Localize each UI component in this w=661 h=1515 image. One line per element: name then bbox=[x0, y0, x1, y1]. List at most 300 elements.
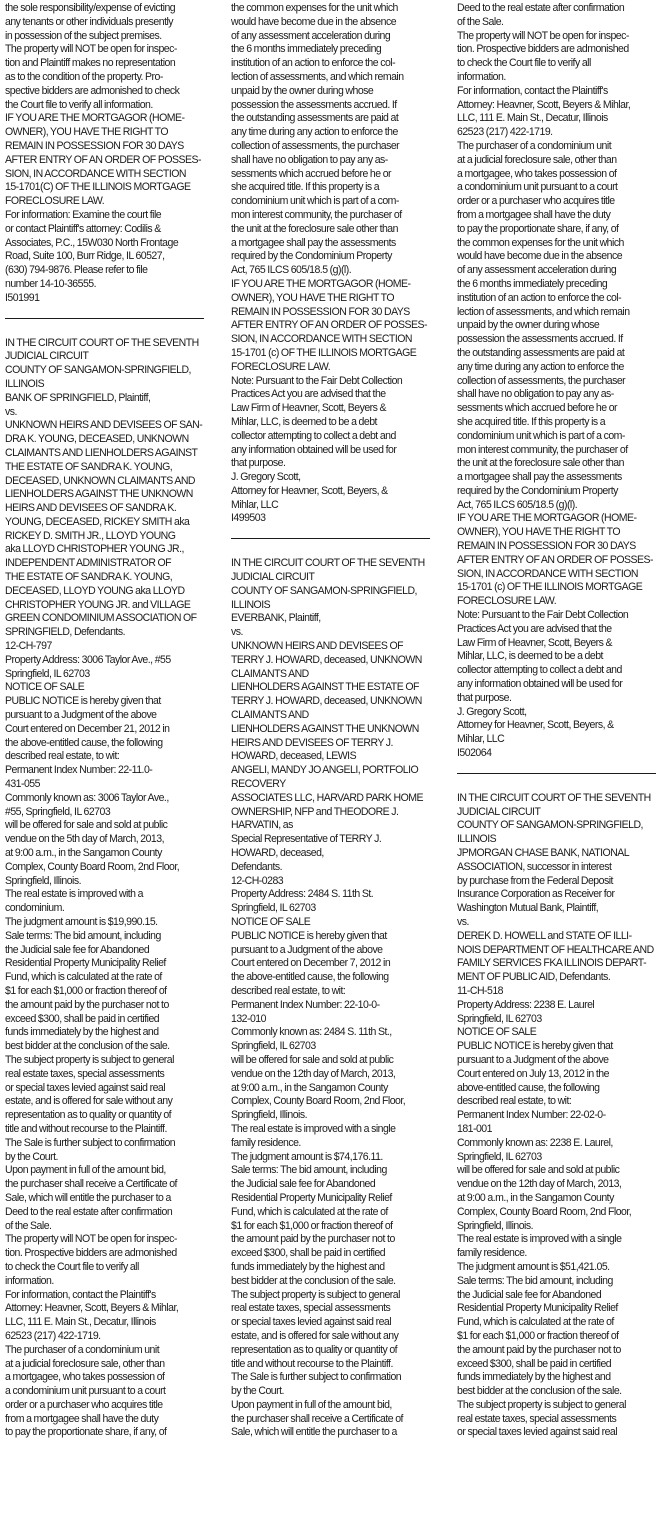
notice-line: Law Firm of Heavner, Scott, Beyers & bbox=[231, 402, 387, 415]
notice-line: Upon payment in full of the amount bid, bbox=[5, 1164, 166, 1177]
notice-line: required by the Condominium Property bbox=[231, 250, 392, 263]
notice-line: representation as to quality or quantity of bbox=[5, 1109, 172, 1122]
notice-line: Fund, which is calculated at the rate of bbox=[5, 971, 162, 984]
notice-line: of any assessment acceleration during bbox=[231, 29, 391, 42]
notice-line: order or a purchaser who acquires title bbox=[5, 1398, 163, 1411]
notice-line: any information obtained will be used for bbox=[457, 678, 623, 691]
notice-line: Law Firm of Heavner, Scott, Beyers & bbox=[457, 636, 613, 649]
notice-line: NOTICE OF SALE bbox=[457, 1026, 537, 1039]
notice-line: the sole responsibility/expense of evicting bbox=[5, 2, 176, 14]
notice-line: ILLINOIS bbox=[457, 833, 497, 846]
notice-line: institution of an action to enforce the col- bbox=[457, 291, 622, 304]
notice-line: Residential Property Municipality Relief bbox=[231, 1191, 392, 1204]
notice-line: SION, IN ACCORDANCE WITH SECTION bbox=[231, 333, 412, 346]
notice-line: exceed $300, shall be paid in certified bbox=[231, 1247, 386, 1260]
notice-line: vendue on the 12th day of March, 2013, bbox=[231, 1067, 396, 1080]
notice-line: The purchaser of a condominium unit bbox=[5, 1343, 160, 1356]
notice-line: will be offered for sale and sold at public bbox=[457, 1164, 620, 1177]
notice-line: Mihlar, LLC bbox=[231, 498, 279, 511]
notice-line: Insurance Corporation as Receiver for bbox=[457, 888, 615, 901]
notice-line: (630) 794-9876. Please refer to file bbox=[5, 264, 148, 277]
notice-line: Fund, which is calculated at the rate of bbox=[231, 1205, 388, 1218]
notice-line: The purchaser of a condominium unit bbox=[457, 139, 612, 152]
notice-line: For information: Examine the court file bbox=[5, 208, 162, 221]
legal-notice bbox=[5, 337, 202, 1441]
notice-line: Residential Property Municipality Relief bbox=[457, 1302, 618, 1315]
notice-line: of the Sale. bbox=[5, 1219, 52, 1232]
notice-line: Springfield, Illinois. bbox=[457, 1219, 534, 1232]
notice-line: at 9:00 a.m., in the Sangamon County bbox=[5, 847, 162, 860]
column-2 bbox=[231, 2, 430, 1515]
notice-line: possession the assessments accrued. If bbox=[457, 333, 623, 346]
notice-line: GREEN CONDOMINIUM ASSOCIATION OF bbox=[5, 612, 197, 625]
notice-line: Springfield, IL 62703 bbox=[5, 667, 90, 680]
notice-line: best bidder at the conclusion of the sale. bbox=[5, 1040, 170, 1053]
notice-line: real estate taxes, special assessments bbox=[231, 1302, 391, 1315]
notice-line: institution of an action to enforce the col- bbox=[231, 57, 396, 70]
notice-line: will be offered for sale and sold at public bbox=[5, 819, 168, 832]
notice-line: LIENHOLDERS AGAINST THE UNKNOWN bbox=[5, 488, 193, 501]
notice-line: The judgment amount is $74,176.11. bbox=[231, 1150, 383, 1163]
notice-line: the Judicial sale fee for Abandoned bbox=[231, 1178, 376, 1191]
notice-line: LLC, 111 E. Main St., Decatur, Illinois bbox=[5, 1316, 156, 1329]
notice-line: HOWARD, deceased, LEWIS bbox=[231, 750, 357, 763]
notice-line: Mihlar, LLC bbox=[457, 733, 505, 746]
notice-line: or contact Plaintiff's attorney: Codilis & bbox=[5, 222, 161, 235]
notice-line: the outstanding assessments are paid at bbox=[457, 346, 625, 359]
notice-line: 15-1701 (c) OF THE ILLINOIS MORTGAGE bbox=[231, 346, 417, 359]
notice-line: 12-CH-0283 bbox=[231, 874, 284, 887]
notice-line: The real estate is improved with a bbox=[5, 888, 143, 901]
notice-line: #55, Springfield, IL 62703 bbox=[5, 805, 111, 818]
notice-line: HEIRS AND DEVISEES OF TERRY J. bbox=[231, 736, 393, 749]
notice-line: TERRY J. HOWARD, deceased, UNKNOWN bbox=[231, 695, 422, 708]
notice-line: HEIRS AND DEVISEES OF SANDRA K. bbox=[5, 502, 177, 515]
notice-line: Permanent Index Number: 22-11.0- bbox=[5, 764, 153, 777]
notice-line: shall have no obligation to pay any as- bbox=[457, 388, 614, 401]
notice-line: to check the Court file to verify all bbox=[5, 1260, 139, 1273]
notice-line: AFTER ENTRY OF AN ORDER OF POSSES- bbox=[5, 153, 201, 166]
notice-line: unpaid by the owner during whose bbox=[231, 84, 374, 97]
notice-line: ASSOCIATES LLC, HARVARD PARK HOME bbox=[231, 791, 423, 804]
notice-line: NOTICE OF SALE bbox=[5, 681, 85, 694]
notice-line: Deed to the real estate after confirmation bbox=[457, 2, 625, 14]
notice-line: she acquired title. If this property is a bbox=[457, 415, 606, 428]
notice-line: of the Sale. bbox=[457, 15, 504, 28]
notice-line: LIENHOLDERS AGAINST THE ESTATE OF bbox=[231, 681, 419, 694]
notice-line: pursuant to a Judgment of the above bbox=[5, 709, 157, 722]
notice-line: real estate taxes, special assessments bbox=[5, 1067, 165, 1080]
notice-line: the Judicial sale fee for Abandoned bbox=[457, 1288, 602, 1301]
notice-line: CLAIMANTS AND bbox=[231, 667, 309, 680]
notice-line: FAMILY SERVICES FKA ILLINOIS DEPART- bbox=[457, 957, 647, 970]
notice-line: the outstanding assessments are paid at bbox=[231, 112, 399, 125]
notice-line: Property Address: 2484 S. 11th St. bbox=[231, 888, 374, 901]
notice-line: The judgment amount is $51,421.05. bbox=[457, 1260, 610, 1273]
notice-line: Special Representative of TERRY J. bbox=[231, 833, 382, 846]
notice-line: above-entitled cause, the following bbox=[457, 1081, 600, 1094]
notice-line: best bidder at the conclusion of the sale. bbox=[457, 1385, 622, 1398]
notice-line: Sale terms: The bid amount, including bbox=[5, 929, 161, 942]
notice-line: Attorney for Heavner, Scott, Beyers, & bbox=[457, 719, 614, 732]
notice-line: the amount paid by the purchaser not to bbox=[231, 1233, 395, 1246]
notice-line: the common expenses for the unit which bbox=[231, 2, 398, 14]
notice-line: possession the assessments accrued. If bbox=[231, 98, 397, 111]
notice-line: by purchase from the Federal Deposit bbox=[457, 874, 613, 887]
notice-line: UNKNOWN HEIRS AND DEVISEES OF SAN- bbox=[5, 419, 203, 432]
notice-line: title and without recourse to the Plaintiff. bbox=[5, 1122, 167, 1135]
notice-line: condominium unit which is part of a com- bbox=[231, 195, 399, 208]
notice-line: Permanent Index Number: 22-10-0- bbox=[231, 998, 380, 1011]
notice-line: PUBLIC NOTICE is hereby given that bbox=[231, 929, 387, 942]
notice-line: Sale, which will entitle the purchaser to a bbox=[231, 1426, 397, 1439]
notice-line: estate, and is offered for sale without any bbox=[5, 1095, 173, 1108]
notice-line: Deed to the real estate after confirmation bbox=[5, 1205, 173, 1218]
notice-line: COUNTY OF SANGAMON-SPRINGFIELD, bbox=[457, 819, 643, 832]
notice-line: Complex, County Board Room, 2nd Floor, bbox=[5, 860, 180, 873]
notice-line: vs. bbox=[457, 916, 469, 928]
notice-line: Court entered on July 13, 2012 in the bbox=[457, 1067, 609, 1080]
notice-line: pursuant to a Judgment of the above bbox=[231, 943, 383, 956]
legal-notice bbox=[457, 2, 654, 761]
notice-line: 12-CH-797 bbox=[5, 640, 52, 653]
notice-line: of any assessment acceleration during bbox=[457, 264, 617, 277]
notice-line: title and without recourse to the Plaintiff. bbox=[231, 1357, 393, 1370]
notice-line: sessments which accrued before he or bbox=[457, 402, 618, 415]
notice-line: collector attempting to collect a debt and bbox=[457, 664, 622, 677]
notice-line: THE ESTATE OF SANDRA K. YOUNG, bbox=[5, 460, 173, 473]
notice-line: at 9:00 a.m., in the Sangamon County bbox=[457, 1191, 614, 1204]
notice-line: condominium unit which is part of a com- bbox=[457, 429, 625, 442]
notice-line: to pay the proportionate share, if any, of bbox=[457, 222, 619, 235]
notice-line: Sale, which will entitle the purchaser to a bbox=[5, 1191, 171, 1204]
legal-notice bbox=[457, 792, 654, 1440]
notice-line: J. Gregory Scott, bbox=[231, 471, 301, 484]
notice-line: I499503 bbox=[231, 512, 266, 525]
notice-line: real estate taxes, special assessments bbox=[457, 1412, 617, 1425]
notice-line: UNKNOWN HEIRS AND DEVISEES OF bbox=[231, 640, 404, 653]
notice-line: information. bbox=[457, 70, 506, 83]
notice-line: Springfield, IL 62703 bbox=[457, 1150, 542, 1163]
notice-line: DRA K. YOUNG, DECEASED, UNKNOWN bbox=[5, 433, 189, 446]
notice-line: JUDICIAL CIRCUIT bbox=[231, 571, 315, 584]
notice-line: that purpose. bbox=[231, 457, 286, 470]
notice-line: she acquired title. If this property is a bbox=[231, 181, 380, 194]
notice-line: that purpose. bbox=[457, 691, 512, 704]
notice-line: the above-entitled cause, the following bbox=[5, 736, 163, 749]
notice-line: FORECLOSURE LAW. bbox=[231, 360, 331, 373]
notice-line: Commonly known as: 3006 Taylor Ave., bbox=[5, 791, 169, 804]
notice-line: SPRINGFIELD, Defendants. bbox=[5, 626, 125, 639]
notice-line: to check the Court file to verify all bbox=[457, 57, 591, 70]
notice-line: TERRY J. HOWARD, deceased, UNKNOWN bbox=[231, 653, 422, 666]
notice-line: or special taxes levied against said real bbox=[5, 1081, 166, 1094]
notice-line: IF YOU ARE THE MORTGAGOR (HOME- bbox=[5, 112, 185, 125]
notice-line: tion. Prospective bidders are admonished bbox=[5, 1247, 177, 1260]
notice-line: CLAIMANTS AND bbox=[231, 709, 309, 722]
notice-line: REMAIN IN POSSESSION FOR 30 DAYS bbox=[457, 540, 636, 553]
notice-line: collection of assessments, the purchaser bbox=[457, 374, 626, 387]
notice-line: by the Court. bbox=[5, 1150, 58, 1163]
legal-notice bbox=[231, 2, 428, 526]
notice-line: IN THE CIRCUIT COURT OF THE SEVENTH bbox=[5, 336, 199, 349]
notice-line: tion. Prospective bidders are admonished bbox=[457, 43, 629, 56]
notice-line: ILLINOIS bbox=[231, 598, 271, 611]
notice-line: OWNER), YOU HAVE THE RIGHT TO bbox=[231, 291, 394, 304]
notice-line: by the Court. bbox=[231, 1385, 284, 1398]
notice-line: NOTICE OF SALE bbox=[231, 916, 311, 928]
notice-line: the amount paid by the purchaser not to bbox=[5, 998, 169, 1011]
notice-line: collector attempting to collect a debt and bbox=[231, 429, 396, 442]
notice-line: COUNTY OF SANGAMON-SPRINGFIELD, bbox=[231, 584, 417, 597]
notice-line: the purchaser shall receive a Certificate of bbox=[5, 1178, 177, 1191]
notice-line: DEREK D. HOWELL and STATE OF ILLI- bbox=[457, 929, 632, 942]
notice-line: Commonly known as: 2238 E. Laurel, bbox=[457, 1136, 613, 1149]
notice-line: IF YOU ARE THE MORTGAGOR (HOME- bbox=[231, 277, 411, 290]
notice-line: lection of assessments, and which remain bbox=[457, 305, 630, 318]
notice-line: BANK OF SPRINGFIELD, Plaintiff, bbox=[5, 391, 151, 404]
legal-notice bbox=[5, 2, 202, 306]
notice-line: mon interest community, the purchaser of bbox=[231, 208, 402, 221]
notice-line: funds immediately by the highest and bbox=[457, 1371, 611, 1384]
notice-line: from a mortgagee shall have the duty bbox=[5, 1412, 159, 1425]
column-1-text bbox=[5, 2, 202, 1440]
notice-divider bbox=[5, 318, 204, 319]
notice-line: Attorney: Heavner, Scott, Beyers & Mihlar, bbox=[5, 1302, 179, 1315]
notice-line: JPMORGAN CHASE BANK, NATIONAL bbox=[457, 847, 630, 860]
notice-line: lection of assessments, and which remain bbox=[231, 70, 404, 83]
column-1 bbox=[5, 2, 204, 1515]
notice-line: required by the Condominium Property bbox=[457, 484, 618, 497]
notice-line: ILLINOIS bbox=[5, 377, 45, 390]
notice-line: any tenants or other individuals presently bbox=[5, 15, 174, 28]
notice-line: The property will NOT be open for inspec- bbox=[5, 43, 177, 56]
notice-line: pursuant to a Judgment of the above bbox=[457, 1053, 609, 1066]
notice-line: OWNER), YOU HAVE THE RIGHT TO bbox=[457, 526, 620, 539]
notice-line: to pay the proportionate share, if any, of bbox=[5, 1426, 167, 1439]
notice-line: Defendants. bbox=[231, 860, 283, 873]
notice-line: a mortgagee shall pay the assessments bbox=[457, 471, 622, 484]
notice-line: mon interest community, the purchaser of bbox=[457, 443, 628, 456]
notice-line: The property will NOT be open for inspec- bbox=[5, 1233, 177, 1246]
notice-line: JUDICIAL CIRCUIT bbox=[5, 350, 89, 363]
notice-line: The subject property is subject to general bbox=[231, 1288, 400, 1301]
notice-line: tion and Plaintiff makes no representation bbox=[5, 57, 176, 70]
notice-line: Upon payment in full of the amount bid, bbox=[231, 1398, 392, 1411]
notice-line: 11-CH-518 bbox=[457, 984, 504, 997]
notice-line: Springfield, IL 62703 bbox=[457, 1012, 542, 1025]
notice-line: vs. bbox=[5, 405, 17, 418]
notice-line: described real estate, to wit: bbox=[5, 750, 120, 763]
notice-line: Court entered on December 21, 2012 in bbox=[5, 722, 170, 735]
notice-line: sessments which accrued before he or bbox=[231, 167, 392, 180]
notice-line: family residence. bbox=[457, 1247, 527, 1260]
notice-line: condominium. bbox=[5, 902, 65, 915]
notice-line: unpaid by the owner during whose bbox=[457, 319, 600, 332]
notice-line: NOIS DEPARTMENT OF HEALTHCARE AND bbox=[457, 943, 654, 956]
column-2-text bbox=[231, 2, 428, 1440]
notice-line: EVERBANK, Plaintiff, bbox=[231, 612, 321, 625]
notice-line: REMAIN IN POSSESSION FOR 30 DAYS bbox=[231, 305, 410, 318]
notice-line: Springfield, Illinois. bbox=[5, 874, 82, 887]
notice-line: collection of assessments, the purchaser bbox=[231, 139, 400, 152]
notice-line: LLC, 111 E. Main St., Decatur, Illinois bbox=[457, 112, 608, 125]
notice-line: the purchaser shall receive a Certificate of bbox=[231, 1412, 403, 1425]
notice-line: spective bidders are admonished to check bbox=[5, 84, 180, 97]
notice-line: CHRISTOPHER YOUNG JR. and VILLAGE bbox=[5, 598, 191, 611]
notice-line: aka LLOYD CHRISTOPHER YOUNG JR., bbox=[5, 543, 184, 556]
notice-line: The subject property is subject to general bbox=[457, 1398, 626, 1411]
notice-line: For information, contact the Plaintiff's bbox=[457, 84, 608, 97]
notice-line: YOUNG, DECEASED, RICKEY SMITH aka bbox=[5, 515, 190, 528]
notice-line: the above-entitled cause, the following bbox=[231, 971, 389, 984]
notice-line: SION, IN ACCORDANCE WITH SECTION bbox=[457, 567, 638, 580]
notice-line: THE ESTATE OF SANDRA K. YOUNG, bbox=[5, 571, 173, 584]
notice-line: the unit at the foreclosure sale other than bbox=[457, 457, 624, 470]
notice-line: Mihlar, LLC, is deemed to be a debt bbox=[457, 650, 603, 663]
notice-line: any information obtained will be used for bbox=[231, 443, 397, 456]
notice-line: best bidder at the conclusion of the sale. bbox=[231, 1274, 396, 1287]
notice-line: The real estate is improved with a single bbox=[457, 1233, 622, 1246]
notice-line: The judgment amount is $19,990.15. bbox=[5, 916, 158, 928]
notice-line: estate, and is offered for sale without any bbox=[231, 1329, 399, 1342]
notice-line: or special taxes levied against said real bbox=[457, 1426, 618, 1439]
notice-line: a mortgagee, who takes possession of bbox=[5, 1371, 165, 1384]
notice-line: would have become due in the absence bbox=[231, 15, 397, 28]
notice-line: order or a purchaser who acquires title bbox=[457, 195, 615, 208]
notice-line: PUBLIC NOTICE is hereby given that bbox=[5, 695, 161, 708]
notice-line: 62523 (217) 422-1719. bbox=[457, 126, 553, 139]
notice-line: Complex, County Board Room, 2nd Floor, bbox=[231, 1095, 406, 1108]
notice-line: $1 for each $1,000 or fraction thereof of bbox=[231, 1219, 393, 1232]
legal-notice bbox=[231, 557, 428, 1440]
notice-line: Mihlar, LLC, is deemed to be a debt bbox=[231, 415, 377, 428]
notice-line: Property Address: 3006 Taylor Ave., #55 bbox=[5, 653, 171, 666]
notice-line: at a judicial foreclosure sale, other than bbox=[457, 153, 617, 166]
notice-line: Complex, County Board Room, 2nd Floor, bbox=[457, 1205, 632, 1218]
notice-line: a condominium unit pursuant to a court bbox=[5, 1385, 166, 1398]
notice-line: PUBLIC NOTICE is hereby given that bbox=[457, 1040, 613, 1053]
notice-line: HOWARD, deceased, bbox=[231, 847, 324, 860]
notice-line: I501991 bbox=[5, 291, 40, 304]
notice-line: RECOVERY bbox=[231, 778, 286, 791]
notice-line: representation as to quality or quantity of bbox=[231, 1343, 398, 1356]
notice-line: Property Address: 2238 E. Laurel bbox=[457, 998, 595, 1011]
notice-line: Springfield, IL 62703 bbox=[231, 902, 316, 915]
notice-line: The property will NOT be open for inspec- bbox=[457, 29, 629, 42]
notice-line: The real estate is improved with a single bbox=[231, 1122, 396, 1135]
notice-line: $1 for each $1,000 or fraction thereof of bbox=[457, 1329, 619, 1342]
notice-line: Court entered on December 7, 2012 in bbox=[231, 957, 391, 970]
notice-line: the 6 months immediately preceding bbox=[457, 277, 608, 290]
notice-line: the amount paid by the purchaser not to bbox=[457, 1343, 621, 1356]
notice-line: funds immediately by the highest and bbox=[231, 1260, 385, 1273]
notice-line: Note: Pursuant to the Fair Debt Collection bbox=[457, 609, 629, 622]
notice-line: number 14-10-36555. bbox=[5, 277, 97, 290]
notice-line: Commonly known as: 2484 S. 11th St., bbox=[231, 1026, 392, 1039]
notice-line: Associates, P.C., 15W030 North Frontage bbox=[5, 236, 179, 249]
notice-line: Residential Property Municipality Relief bbox=[5, 957, 166, 970]
notice-line: AFTER ENTRY OF AN ORDER OF POSSES- bbox=[457, 553, 653, 566]
notice-line: shall have no obligation to pay any as- bbox=[231, 153, 388, 166]
notice-line: HARVATIN, as bbox=[231, 819, 293, 832]
notice-line: the common expenses for the unit which bbox=[457, 236, 624, 249]
notice-line: REMAIN IN POSSESSION FOR 30 DAYS bbox=[5, 139, 184, 152]
notice-line: the Court file to verify all information. bbox=[5, 98, 153, 111]
notice-line: a mortgagee, who takes possession of bbox=[457, 167, 617, 180]
notice-line: DECEASED, LLOYD YOUNG aka LLOYD bbox=[5, 584, 185, 597]
notice-line: FORECLOSURE LAW. bbox=[457, 595, 557, 608]
notice-line: described real estate, to wit: bbox=[231, 984, 346, 997]
notice-line: the unit at the foreclosure sale other than bbox=[231, 222, 398, 235]
notice-line: a condominium unit pursuant to a court bbox=[457, 181, 618, 194]
notice-line: at a judicial foreclosure sale, other than bbox=[5, 1357, 165, 1370]
notice-divider bbox=[231, 538, 430, 539]
notice-line: exceed $300, shall be paid in certified bbox=[457, 1357, 612, 1370]
notice-line: at 9:00 a.m., in the Sangamon County bbox=[231, 1081, 388, 1094]
notice-line: LIENHOLDERS AGAINST THE UNKNOWN bbox=[231, 722, 419, 735]
notice-line: Sale terms: The bid amount, including bbox=[231, 1164, 387, 1177]
notice-line: ANGELI, MANDY JO ANGELI, PORTFOLIO bbox=[231, 764, 419, 777]
notice-divider bbox=[457, 773, 656, 774]
column-3-text bbox=[457, 2, 654, 1440]
notice-line: the Judicial sale fee for Abandoned bbox=[5, 943, 150, 956]
notice-line: exceed $300, shall be paid in certified bbox=[5, 1012, 160, 1025]
notice-line: IN THE CIRCUIT COURT OF THE SEVENTH bbox=[457, 791, 651, 804]
notice-line: 62523 (217) 422-1719. bbox=[5, 1329, 101, 1342]
notice-line: information. bbox=[5, 1274, 54, 1287]
notice-line: described real estate, to wit: bbox=[457, 1095, 572, 1108]
column-3 bbox=[457, 2, 656, 1515]
notice-line: Attorney for Heavner, Scott, Beyers, & bbox=[231, 484, 388, 497]
notice-line: vendue on the 12th day of March, 2013, bbox=[457, 1178, 622, 1191]
notice-line: Attorney: Heavner, Scott, Beyers & Mihlar, bbox=[457, 98, 631, 111]
notice-line: in possession of the subject premises. bbox=[5, 29, 162, 42]
notice-line: Washington Mutual Bank, Plaintiff, bbox=[457, 902, 599, 915]
notice-line: IF YOU ARE THE MORTGAGOR (HOME- bbox=[457, 512, 637, 525]
notice-line: OWNERSHIP, NFP and THEODORE J. bbox=[231, 805, 399, 818]
notice-line: The Sale is further subject to confirmation bbox=[5, 1136, 176, 1149]
notice-line: Permanent Index Number: 22-02-0- bbox=[457, 1109, 606, 1122]
notice-line: 431-055 bbox=[5, 778, 40, 791]
notice-line: as to the condition of the property. Pro- bbox=[5, 70, 163, 83]
notice-line: Practices Act you are advised that the bbox=[231, 388, 386, 401]
notice-line: a mortgagee shall pay the assessments bbox=[231, 236, 396, 249]
notice-line: CLAIMANTS AND LIENHOLDERS AGAINST bbox=[5, 446, 198, 459]
notice-line: the 6 months immediately preceding bbox=[231, 43, 382, 56]
notice-line: 15-1701(C) OF THE ILLINOIS MORTGAGE bbox=[5, 181, 191, 194]
notice-line: For information, contact the Plaintiff's bbox=[5, 1288, 156, 1301]
notice-line: SION, IN ACCORDANCE WITH SECTION bbox=[5, 167, 186, 180]
notice-line: funds immediately by the highest and bbox=[5, 1026, 159, 1039]
notice-line: The Sale is further subject to confirmation bbox=[231, 1371, 402, 1384]
notice-line: any time during any action to enforce the bbox=[231, 126, 398, 139]
notice-line: Practices Act you are advised that the bbox=[457, 622, 612, 635]
notice-line: any time during any action to enforce the bbox=[457, 360, 624, 373]
notice-line: INDEPENDENT ADMINISTRATOR OF bbox=[5, 557, 172, 570]
notice-line: family residence. bbox=[231, 1136, 301, 1149]
notice-line: will be offered for sale and sold at public bbox=[231, 1053, 394, 1066]
notice-line: from a mortgagee shall have the duty bbox=[457, 208, 611, 221]
notice-line: Fund, which is calculated at the rate of bbox=[457, 1316, 614, 1329]
notice-line: Springfield, IL 62703 bbox=[231, 1040, 316, 1053]
notice-line: vendue on the 5th day of March, 2013, bbox=[5, 833, 164, 846]
notice-line: OWNER), YOU HAVE THE RIGHT TO bbox=[5, 126, 168, 139]
notice-line: Springfield, Illinois. bbox=[231, 1109, 308, 1122]
notice-line: IN THE CIRCUIT COURT OF THE SEVENTH bbox=[231, 557, 425, 570]
notice-line: Act, 765 ILCS 605/18.5 (g)(l). bbox=[457, 498, 578, 511]
notice-line: Note: Pursuant to the Fair Debt Collection bbox=[231, 374, 403, 387]
